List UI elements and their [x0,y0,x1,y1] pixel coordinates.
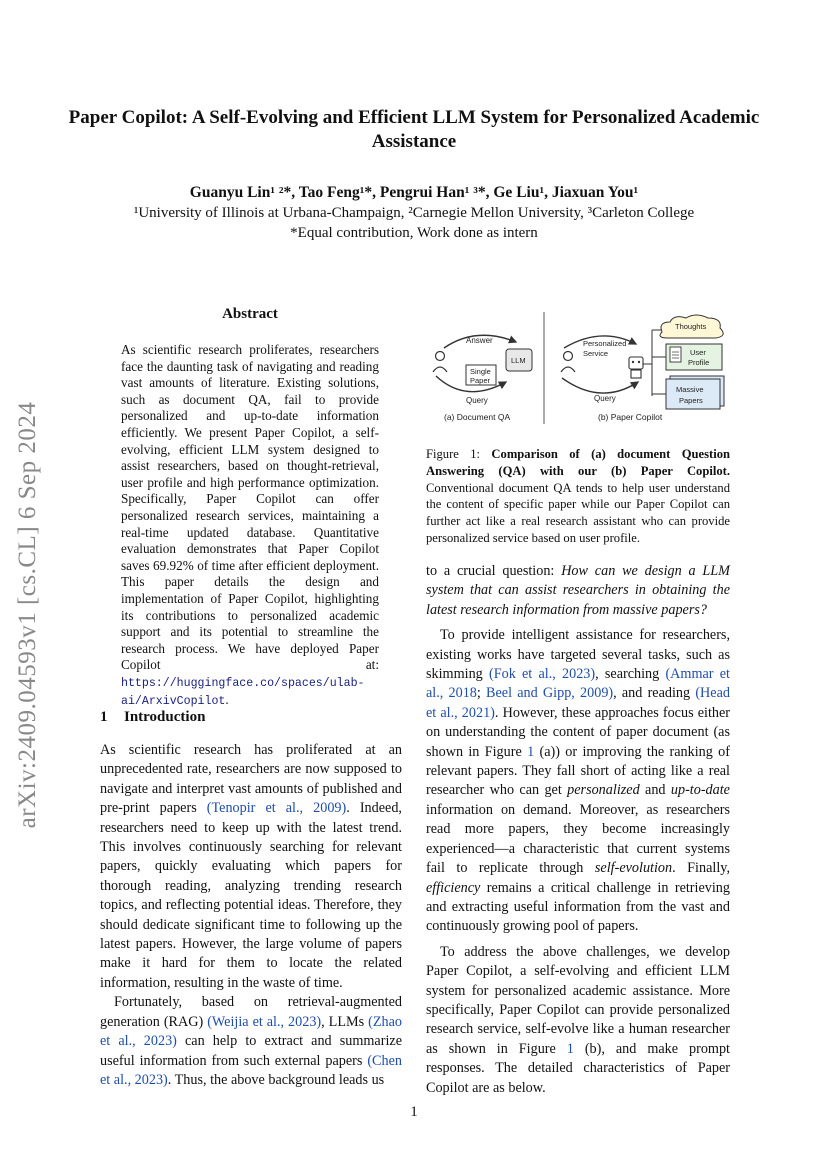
section-heading-introduction [100,709,205,726]
citation-link[interactable]: Beel and Gipp, 2009) [486,685,614,702]
citation-link[interactable]: (Head et al., 2021) [426,685,730,721]
paragraph-text: , LLMs [321,1013,369,1030]
label-query-a: Query [466,396,488,405]
caption-a: (a) Document QA [444,412,511,422]
deployment-link[interactable]: https://huggingface.co/spaces/ulab-ai/ArxivCopilot [121,676,365,709]
caption-rest: Conventional document QA tends to help user understand the content of specific paper while our Paper Copilot can further act like a real research assistant who can provide personalized service based on user profile. [426,480,730,545]
label-papers: Papers [679,396,703,405]
emphasis-text: self-evolution [594,860,673,877]
intro-column-right [426,562,730,1098]
paragraph-text: (a)) or improving the ranking of relevant papers. They fall short of acting like a real researcher who can get [426,743,731,799]
abstract-heading: Abstract [222,306,278,322]
abstract-text: As scientific research proliferates, researchers face the daunting task of navigating and reading vast amounts of literature. Existing solutions, such as document QA, fail to provide personalized and up-to-date information efficiently. We present Paper Copilot, a self-evolving, efficient LLM system designed to assist researchers, based on thought-retrieval, user profile and high performance optimization. Specifically, Paper Copilot can offer personalized research services, maintaining a real-time updated database. Quantitative evaluation demonstrates that Paper Copilot saves 69.92% of time after efficient deployment. This paper details the design and implementation of Paper Copilot, highlighting its contributions to personalized academic support and its potential to streamline the research process. We have deployed Paper Copilot at: [121,342,379,673]
paper-title: Paper Copilot: A Self-Evolving and Efficient LLM System for Personalized Academic Assistance [68,107,760,152]
author-list: Guanyu Lin¹ ²*, Tao Feng¹*, Pengrui Han¹ ³*, Ge Liu¹, Jiaxuan You¹ [189,184,639,201]
paragraph-text: . Indeed, researchers need to keep up with the latest trend. This involves continuously searching for relevant papers, quickly evaluating which papers for thorough reading, analyzing trending research topics, and reflecting potential ideas. Therefore, they should dedicate significant time to following up the latest papers. However, the large volume of papers make it hard for them to locate the related information, resulting in the waste of time. [100,800,402,991]
label-user: User [690,348,706,357]
paragraph-text: ; [476,685,487,702]
user-icon [433,352,447,373]
query-arrow-b [562,378,638,393]
page-number: 1 [410,1104,418,1120]
paragraph-text: , and reading [613,685,696,702]
figure-1-diagram [426,312,730,428]
document-icon [670,347,681,362]
paragraph-text: , searching [595,666,666,683]
caption-label: Figure 1: [426,447,492,461]
arxiv-id: arXiv:2409.04593v1 [cs.CL] 6 Sep 2024 [14,401,41,829]
robot-icon [629,357,643,378]
intro-column-left [100,741,402,1090]
arxiv-watermark [8,380,48,850]
section-title: Introduction [124,709,206,725]
emphasis-text: up-to-date [670,782,730,799]
label-paper: Paper [470,376,491,385]
paragraph-text: to a crucial question: [426,563,562,579]
paragraph-text: and [639,782,671,799]
figure-1-caption [426,446,730,547]
paragraph-text: Fortunately, based on retrieval-augmented generation (RAG) [100,994,402,1030]
label-personalized: Personalized [583,339,627,348]
label-thoughts: Thoughts [675,322,707,331]
label-massive: Massive [676,385,704,394]
paragraph-text: (b), and make prompt responses. The detailed characteristics of Paper Copilot are as below. [426,1040,730,1096]
figure-1 [426,312,730,428]
citation-link[interactable]: 1 [566,1040,574,1057]
abstract-body [121,342,379,711]
citation-link[interactable]: (Ammar et al., 2018 [426,666,730,702]
intro-paragraph-4 [426,626,730,937]
citation-link[interactable]: 1 [527,743,535,760]
paragraph-text: To provide intelligent assistance for researchers, existing works have targeted several tasks, such as skimming [426,627,730,683]
intro-paragraph-2 [100,993,402,1090]
paragraph-text: . Thus, the above background leads us [167,1071,385,1088]
label-single: Single [470,367,491,376]
caption-b: (b) Paper Copilot [598,412,663,422]
emphasis-text: efficiency [426,879,481,896]
label-llm: LLM [511,356,526,365]
intro-paragraph-3 [426,562,730,620]
citation-link[interactable]: (Zhao et al., 2023) [100,1013,403,1050]
label-profile: Profile [688,358,710,367]
paragraph-text: . However, these approaches focus either on understanding the content of paper document (as shown in Figure [426,704,730,760]
citation-link[interactable]: (Fok et al., 2023) [488,666,596,683]
intro-paragraph-5 [426,943,730,1098]
equal-contribution-note: *Equal contribution, Work done as intern [290,225,538,241]
paragraph-text: remains a critical challenge in retrieving and extracting useful information from the vast and continuously growing pool of papers. [426,879,730,935]
label-service: Service [583,349,609,358]
label-query-b: Query [594,394,616,403]
citation-link[interactable]: (Chen et al., 2023) [100,1052,402,1088]
emphasis-text: How can we design a LLM system that can assist researchers in obtaining the latest research information from massive papers? [426,563,731,618]
intro-paragraph-1 [100,741,402,993]
citation-link[interactable]: (Tenopir et al., 2009) [206,800,347,817]
paragraph-text: As scientific research has proliferated at an unprecedented rate, researchers are now supposed to navigate and interpret vast amounts of published and pre-print papers [100,742,402,817]
caption-bold: Comparison of (a) document Question Answering (QA) with our (b) Paper Copilot. [426,447,730,478]
section-number: 1 [100,709,108,725]
label-answer: Answer [466,336,493,345]
affiliations: ¹University of Illinois at Urbana-Champaign, ²Carnegie Mellon University, ³Carleton College [133,205,695,221]
researcher-icon [561,352,575,373]
paragraph-text: information on demand. Moreover, as researchers read more papers, they become increasingly experienced—a characteristic that current systems fail to replicate through [426,801,730,877]
paragraph-text: can help to extract and summarize useful information from such external papers [100,1033,402,1069]
citation-link[interactable]: (Weijia et al., 2023) [207,1013,322,1030]
abstract-end: . [225,692,229,708]
paragraph-text: . Finally, [672,860,730,877]
emphasis-text: personalized [567,782,640,799]
paragraph-text: To address the above challenges, we develop Paper Copilot, a self-evolving and efficient LLM system for personalized academic assistance. More specifically, Paper Copilot can provide personalized research service, self-evolve like a human researcher as shown in Figure [426,943,730,1057]
